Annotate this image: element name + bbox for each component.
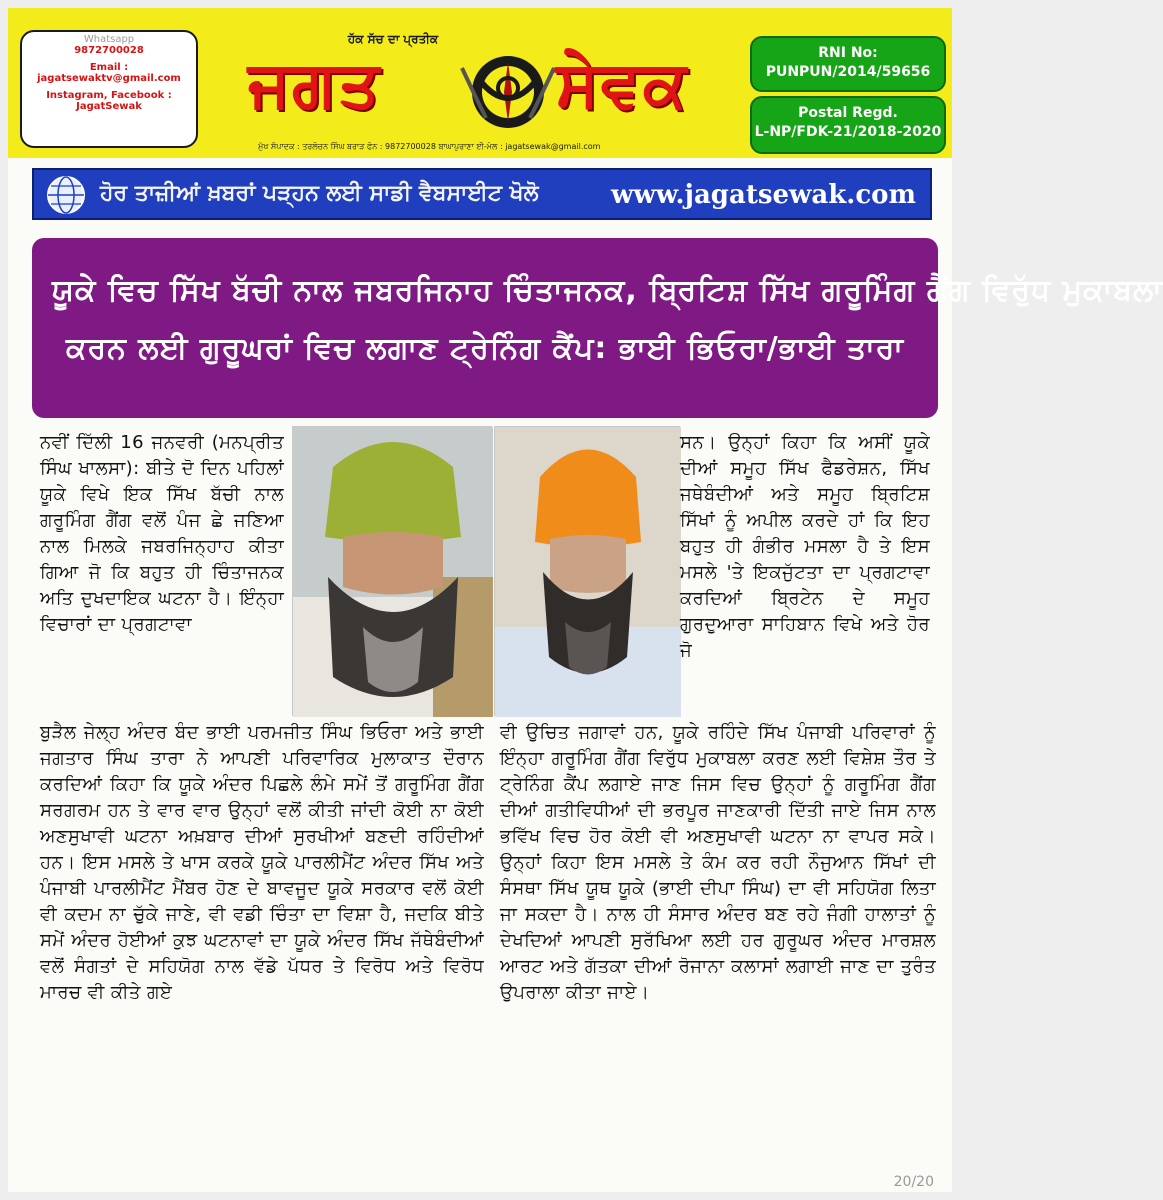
email-label: Email : bbox=[89, 62, 129, 73]
tagline: ਹੱਕ ਸੱਚ ਦਾ ਪ੍ਰਤੀਕ bbox=[347, 32, 439, 46]
portrait-image-2 bbox=[495, 427, 681, 717]
headline bbox=[32, 238, 1163, 418]
newspaper-page bbox=[8, 8, 1163, 1192]
website-url-link[interactable]: www.jagatsewak.com bbox=[610, 180, 916, 210]
postal-value: L-NP/FDK-21/2018-2020 bbox=[754, 124, 942, 140]
social-label: Instagram, Facebook : bbox=[46, 90, 172, 101]
editor-line: ਮੁੱਖ ਸੰਪਾਦਕ : ਤਰਲੋਚਨ ਸਿੰਘ ਬਰਾੜ ਫੋਨ : 9872700028 ਬਾਘਾਪੁਰਾਣਾ ਈ-ਮੇਲ : jagatsewak@gmail.com bbox=[258, 142, 601, 151]
headline-line-1: ਯੂਕੇ ਵਿਚ ਸਿੱਖ ਬੱਚੀ ਨਾਲ ਜਬਰਜਿਨਾਹ ਚਿੰਤਾਜਨਕ, ਬ੍ਰਿਟਿਸ਼ ਸਿੱਖ ਗਰੂਮਿੰਗ ਗੈਂਗ ਵਿਰੁੱਧ ਮੁਕਾਬਲਾ bbox=[52, 273, 1163, 308]
photo-bhai-paramjit-singh-bheora bbox=[292, 426, 492, 716]
www-globe-icon bbox=[46, 175, 86, 215]
portrait-image-1 bbox=[293, 427, 493, 717]
rni-value: PUNPUN/2014/59656 bbox=[765, 64, 931, 80]
khanda-emblem-icon bbox=[456, 48, 560, 134]
whatsapp-label: Whatsapp bbox=[83, 34, 135, 45]
website-banner[interactable] bbox=[32, 168, 932, 220]
contact-box bbox=[20, 30, 198, 148]
article-body bbox=[40, 426, 940, 1176]
email-address: jagatsewaktv@gmail.com bbox=[37, 73, 181, 84]
social-handle: JagatSewak bbox=[76, 101, 142, 112]
postal-label: Postal Regd. bbox=[798, 105, 898, 121]
photo-bhai-jagtar-singh-tara bbox=[494, 426, 680, 716]
masthead-title-left: ਜਗਤ bbox=[248, 48, 382, 122]
article-column-3: ਬੁੜੈਲ ਜੇਲ੍ਹ ਅੰਦਰ ਬੰਦ ਭਾਈ ਪਰਮਜੀਤ ਸਿੰਘ ਭਿਓਰਾ ਅਤੇ ਭਾਈ ਜਗਤਾਰ ਸਿੰਘ ਤਾਰਾ ਨੇ ਆਪਣੀ ਪਰਿਵਾਰਿਕ ਮੁਲਾਕਾਤ ਦੌਰਾਨ ਕਰਦਿਆਂ ਕਿਹਾ ਕਿ ਯੂਕੇ ਅੰਦਰ ਪਿਛਲੇ ਲੰਮੇ ਸਮੇਂ ਤੋਂ ਗਰੂਮਿੰਗ ਗੈਂਗ ਸਰਗਰਮ ਹਨ ਤੇ ਵਾਰ ਵਾਰ ਉਨ੍ਹਾਂ ਵਲੋਂ ਕੀਤੀ ਜਾਂਦੀ ਕੋਈ ਨਾ ਕੋਈ ਅਣਸੁਖਾਵੀ ਘਟਨਾ ਅਖ਼ਬਾਰ ਦੀਆਂ ਸੁਰਖੀਆਂ ਬਣਦੀ ਰਹਿੰਦੀਆਂ ਹਨ। ਇਸ ਮਸਲੇ ਤੇ ਖਾਸ ਕਰਕੇ ਯੂਕੇ ਪਾਰਲੀਮੈਂਟ ਅੰਦਰ ਸਿੱਖ ਅਤੇ ਪੰਜਾਬੀ ਪਾਰਲੀਮੈਂਟ ਮੈਂਬਰ ਹੋਣ ਦੇ ਬਾਵਜੂਦ ਯੂਕੇ ਸਰਕਾਰ ਵਲੋਂ ਕੋਈ ਵੀ ਕਦਮ ਨਾ ਚੁੱਕੇ ਜਾਣੇ, ਵੀ ਵਡੀ ਚਿੰਤਾ ਦਾ ਵਿਸ਼ਾ ਹੈ, ਜਦਕਿ ਬੀਤੇ ਸਮੇਂ ਅੰਦਰ ਹੋਈਆਂ ਕੁਝ ਘਟਨਾਵਾਂ ਦਾ ਯੂਕੇ ਅੰਦਰ ਸਿੱਖ ਜੱਥੇਬੰਦੀਆਂ ਵਲੋਂ ਸੰਗਤਾਂ ਦੇ ਸਹਿਯੋਗ ਨਾਲ ਵੱਡੇ ਪੱਧਰ ਤੇ ਵਿਰੋਧ ਅਤੇ ਵਿਰੋਧ ਮਾਰਚ ਵੀ ਕੀਤੇ ਗਏ bbox=[40, 722, 484, 1003]
whatsapp-number: 9872700028 bbox=[74, 45, 144, 56]
postal-badge bbox=[750, 96, 946, 154]
rni-badge bbox=[750, 36, 946, 92]
article-column-4: ਵੀ ਉਚਿਤ ਜਗਾਵਾਂ ਹਨ, ਯੂਕੇ ਰਹਿੰਦੇ ਸਿੱਖ ਪੰਜਾਬੀ ਪਰਿਵਾਰਾਂ ਨੂੰ ਇੰਨ੍ਹਾ ਗਰੂਮਿੰਗ ਗੈਂਗ ਵਿਰੁੱਧ ਮੁਕਾਬਲਾ ਕਰਣ ਲਈ ਵਿਸ਼ੇਸ਼ ਤੌਰ ਤੇ ਟ੍ਰੇਨਿੰਗ ਕੈਂਪ ਲਗਾਏ ਜਾਣ ਜਿਸ ਵਿਚ ਉਨ੍ਹਾਂ ਨੂੰ ਗਰੂਮਿੰਗ ਗੈਂਗ ਦੀਆਂ ਗਤੀਵਿਧੀਆਂ ਦੀ ਭਰਪੂਰ ਜਾਣਕਾਰੀ ਦਿੱਤੀ ਜਾਏ ਜਿਸ ਨਾਲ ਭਵਿੱਖ ਵਿਚ ਹੋਰ ਕੋਈ ਵੀ ਅਣਸੁਖਾਵੀ ਘਟਨਾ ਨਾ ਵਾਪਰ ਸਕੇ। ਉਨ੍ਹਾਂ ਕਿਹਾ ਇਸ ਮਸਲੇ ਤੇ ਕੰਮ ਕਰ ਰਹੀ ਨੌਜੁਆਨ ਸਿੱਖਾਂ ਦੀ ਸੰਸਥਾ ਸਿੱਖ ਯੂਥ ਯੂਕੇ (ਭਾਈ ਦੀਪਾ ਸਿੰਘ) ਦਾ ਵੀ ਸਹਿਯੋਗ ਲਿਤਾ ਜਾ ਸਕਦਾ ਹੈ। ਨਾਲ ਹੀ ਸੰਸਾਰ ਅੰਦਰ ਬਣ ਰਹੇ ਜੰਗੀ ਹਾਲਾਤਾਂ ਨੂੰ ਦੇਖਦਿਆਂ ਆਪਣੀ ਸੁਰੱਖਿਆ ਲਈ ਹਰ ਗੁਰੂਘਰ ਅੰਦਰ ਮਾਰਸ਼ਲ ਆਰਟ ਅਤੇ ਗੱਤਕਾ ਦੀਆਂ ਰੋਜਾਨਾ ਕਲਾਸਾਂ ਲਗਾਈ ਜਾਣ ਦਾ ਤੁਰੰਤ ਉਪਰਾਲਾ ਕੀਤਾ ਜਾਏ। bbox=[500, 722, 936, 1003]
masthead bbox=[8, 8, 952, 158]
article-column-1: ਨਵੀਂ ਦਿੱਲੀ 16 ਜਨਵਰੀ (ਮਨਪ੍ਰੀਤ ਸਿੰਘ ਖਾਲਸਾ): ਬੀਤੇ ਦੋ ਦਿਨ ਪਹਿਲਾਂ ਯੂਕੇ ਵਿਖੇ ਇਕ ਸਿੱਖ ਬੱਚੀ ਨਾਲ ਗਰੂਮਿੰਗ ਗੈਂਗ ਵਲੋਂ ਪੰਜ ਛੇ ਜਣਿਆ ਨਾਲ ਮਿਲਕੇ ਜਬਰਜਿਨ੍ਹਾਹ ਕੀਤਾ ਗਿਆ ਜੋ ਕਿ ਬਹੁਤ ਹੀ ਚਿੰਤਾਜਨਕ ਅਤਿ ਦੁਖਦਾਇਕ ਘਟਨਾ ਹੈ। ਇੰਨ੍ਹਾ ਵਿਚਾਰਾਂ ਦਾ ਪ੍ਰਗਟਾਵਾ bbox=[40, 432, 284, 635]
headline-line-2: ਕਰਨ ਲਈ ਗੁਰੂਘਰਾਂ ਵਿਚ ਲਗਾਣ ਟ੍ਰੇਨਿੰਗ ਕੈਂਪ: ਭਾਈ ਭਿਓਰਾ/ਭਾਈ ਤਾਰਾ bbox=[66, 331, 904, 366]
page-number: 20/20 bbox=[893, 1174, 934, 1190]
masthead-title-right: ਸੇਵਕ bbox=[556, 48, 689, 122]
rni-label: RNI No: bbox=[818, 45, 878, 61]
banner-text: ਹੋਰ ਤਾਜ਼ੀਆਂ ਖ਼ਬਰਾਂ ਪੜ੍ਹਨ ਲਈ ਸਾਡੀ ਵੈਬਸਾਈਟ ਖੋਲੋ bbox=[100, 181, 539, 206]
article-column-2: ਸਨ। ਉਨ੍ਹਾਂ ਕਿਹਾ ਕਿ ਅਸੀਂ ਯੂਕੇ ਦੀਆਂ ਸਮੂਹ ਸਿੱਖ ਫੈਡਰੇਸ਼ਨ, ਸਿੱਖ ਜਥੇਬੰਦੀਆਂ ਅਤੇ ਸਮੂਹ ਬ੍ਰਿਟਿਸ਼ ਸਿੱਖਾਂ ਨੂੰ ਅਪੀਲ ਕਰਦੇ ਹਾਂ ਕਿ ਇਹ ਬਹੁਤ ਹੀ ਗੰਭੀਰ ਮਸਲਾ ਹੈ ਤੇ ਇਸ ਮਸਲੇ 'ਤੇ ਇਕਜੁੱਟਤਾ ਦਾ ਪ੍ਰਗਟਾਵਾ ਕਰਦਿਆਂ ਬ੍ਰਿਟੇਨ ਦੇ ਸਮੂਹ ਗੁਰਦੁਆਰਾ ਸਾਹਿਬਾਨ ਵਿਖੇ ਅਤੇ ਹੋਰ ਜੋ bbox=[680, 432, 930, 661]
